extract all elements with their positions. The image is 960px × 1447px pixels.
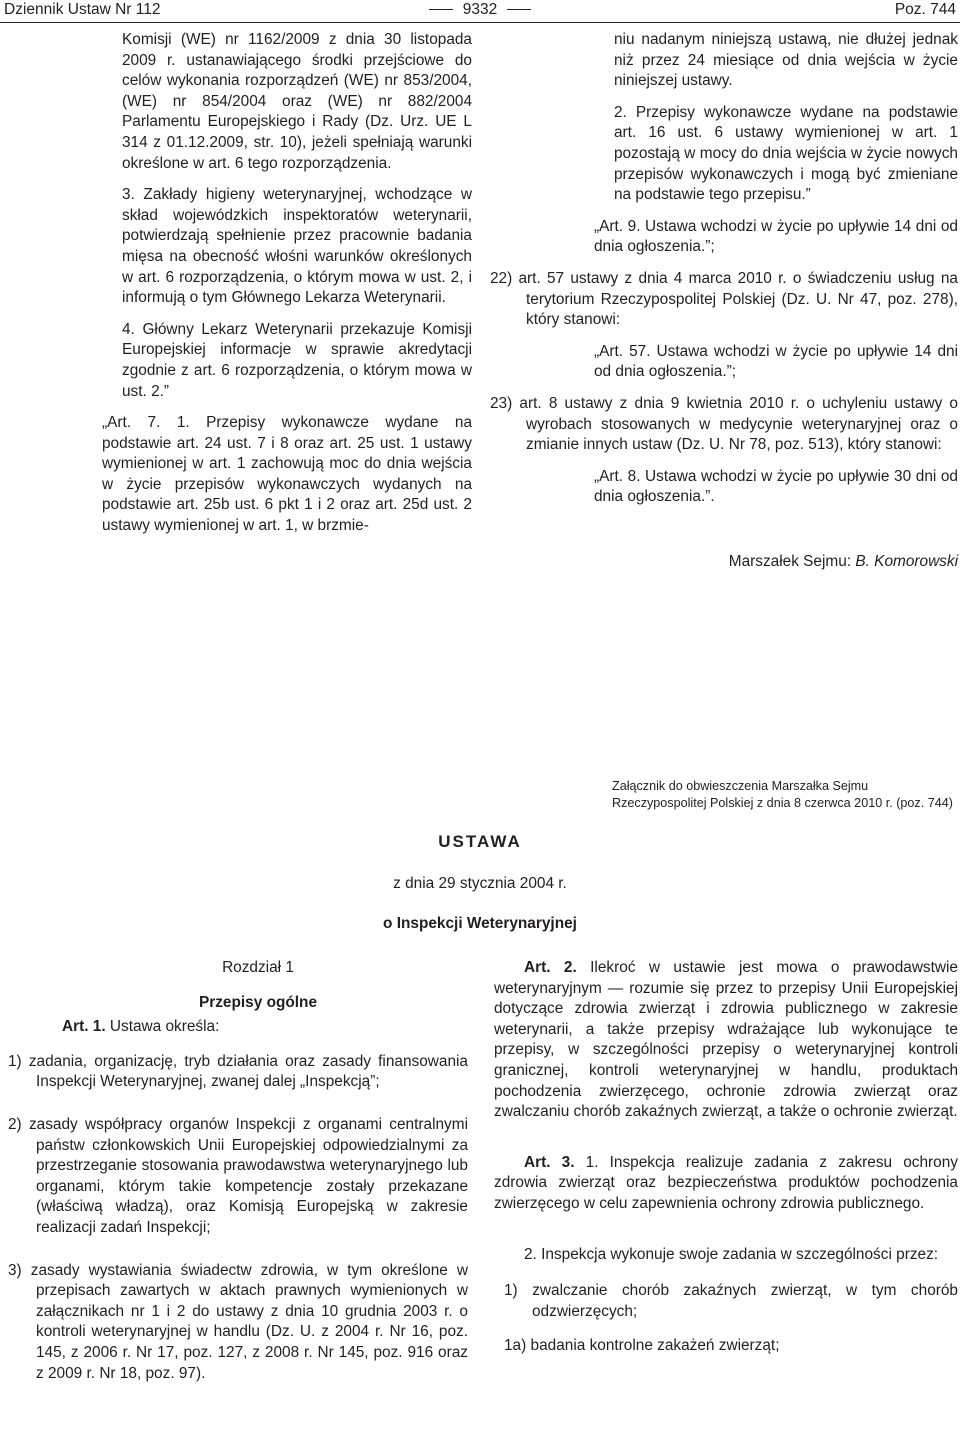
top-right-column <box>490 30 958 587</box>
list-item: 1) zwalczanie chorób zakaźnych zwierząt, w tym chorób odzwierzęcych; <box>504 1282 958 1320</box>
list-item: 3) zasady wystawiania świadectw zdrowia, w tym określone w przepisach zawartych w aktach prawnych wymienionych w załącznikach nr 1 i 2 do ustawy z dnia 10 grudnia 2003 r. o kontroli weterynaryjnej w handlu (Dz. U. z 2004 r. Nr 16, poz. 145, z 2006 r. Nr 17, poz. 127, z 2008 r. Nr 145, poz. 916 oraz z 2009 r. Nr 18, poz. 97). <box>8 1261 468 1382</box>
journal-title: Dziennik Ustaw Nr 112 <box>4 1 161 18</box>
paragraph: Komisji (WE) nr 1162/2009 z dnia 30 listopada 2009 r. ustanawiającego środki przejściowe do celów wykonania rozporządzeń (WE) nr 853/2004, (WE) nr 854/2004 oraz (WE) nr 882/2004 Parlamentu Europejskiego i Rady (Dz. Urz. UE L 314 z 01.12.2009, str. 10), jeżeli spełniają warunki określone w art. 6 tego rozporządzenia. <box>122 31 472 172</box>
paragraph: 2. Przepisy wykonawcze wydane na podstawie art. 16 ust. 6 ustawy wymienionej w art. 1 pozostają w mocy do dnia wejścia w życie nowych przepisów wykonawczych i mogą być zmieniane na podstawie tego przepisu.” <box>614 103 958 204</box>
act-title: USTAWA <box>438 832 522 851</box>
paragraph: 2. Inspekcja wykonuje swoje zadania w szczególności przez: <box>524 1245 939 1263</box>
paragraph: „Art. 8. Ustawa wchodzi w życie po upływie 30 dni od dnia ogłoszenia.”. <box>594 467 958 506</box>
annex-note: Załącznik do obwieszczenia Marszałka Sejmu Rzeczypospolitej Polskiej z dnia 8 czerwca 2010 r. (poz. 744) <box>612 779 953 810</box>
act-date: z dnia 29 stycznia 2004 r. <box>393 875 567 892</box>
article-1: Art. 1. Ustawa określa: <box>62 1018 220 1036</box>
list-item: 23) art. 8 ustawy z dnia 9 kwietnia 2010 r. o uchyleniu ustawy o wyrobach stosowanych w medycynie weterynaryjnej oraz o zmianie innych ustaw (Dz. U. Nr 78, poz. 513), który stanowi: <box>490 394 958 454</box>
top-left-column <box>102 30 472 537</box>
page-number: 9332 <box>0 1 960 19</box>
article-2: Art. 2. Ilekroć w ustawie jest mowa o prawodawstwie weterynaryjnym — rozumie się przez to przepisy Unii Europejskiej dotyczące zdrowia zwierząt i zdrowia publicznego w zakresie weterynarii, a także przepisy wdrażające lub wykonujące te przepisy, w szczególności przepisy o weterynaryjnej kontroli granicznej, kontroli weterynaryjnej w handlu, produktach pochodzenia zwierzęcego, ochronie zdrowia zwierząt oraz zwalczaniu chorób zakaźnych zwierząt, a także o ochronie zwierząt. <box>494 959 958 1121</box>
paragraph: „Art. 57. Ustawa wchodzi w życie po upływie 14 dni od dnia ogłoszenia.”; <box>594 342 958 381</box>
act-subject: o Inspekcji Weterynaryjnej <box>383 915 577 932</box>
header-rule <box>0 22 960 23</box>
bottom-left-column <box>8 958 468 1384</box>
page-header <box>0 0 960 24</box>
chapter-number: Rozdział 1 <box>222 959 294 976</box>
list-item: 22) art. 57 ustawy z dnia 4 marca 2010 r. o świadczeniu usług na terytorium Rzeczypospolitej Polskiej (Dz. U. Nr 47, poz. 278), który stanowi: <box>490 269 958 329</box>
paragraph: 3. Zakłady higieny weterynaryjnej, wchodzące w skład wojewódzkich inspektoratów weterynarii, potwierdzają spełnienie przez pracownie badania mięsa na obecność włośni warunków określonych w art. 6 rozporządzenia, o którym mowa w ust. 2, i informują o tym Głównego Lekarza Weterynarii. <box>122 186 472 307</box>
list-item: 1a) badania kontrolne zakażeń zwierząt; <box>504 1337 780 1355</box>
paragraph: „Art. 7. 1. Przepisy wykonawcze wydane na podstawie art. 24 ust. 7 i 8 oraz art. 25 ust. 1 ustawy wymienionej w art. 1 zachowują moc do dnia wejścia w życie przepisów wykonawczych wydanych na podstawie art. 25b ust. 6 pkt 1 i 2 oraz art. 25d ust. 2 ustawy wymienionej w art. 1, w brzmie- <box>102 414 472 535</box>
paragraph: 4. Główny Lekarz Weterynarii przekazuje Komisji Europejskiej informacje w sprawie akredytacji zgodnie z art. 6 rozporządzenia, o którym mowa w ust. 2.” <box>122 320 472 400</box>
bottom-right-column <box>494 958 958 1357</box>
list-item: 2) zasady współpracy organów Inspekcji z organami centralnymi państw członkowskich Unii Europejskiej odpowiedzialnymi za przestrzeganie stosowania prawodawstwa weterynaryjnego lub organami, którym takie kompetencje zostały przekazane (właściwą władzą), oraz Komisją Europejską w zakresie realizacji zadań Inspekcji; <box>8 1115 468 1236</box>
signature: Marszałek Sejmu: B. Komorowski <box>728 553 958 571</box>
list-item: 1) zadania, organizację, tryb działania oraz zasady finansowania Inspekcji Weterynaryjnej, zwanej dalej „Inspekcją”; <box>8 1052 468 1091</box>
position-number: Poz. 744 <box>894 1 956 18</box>
paragraph: „Art. 9. Ustawa wchodzi w życie po upływie 14 dni od dnia ogłoszenia.”; <box>594 217 958 256</box>
article-3: Art. 3. 1. Inspekcja realizuje zadania z zakresu ochrony zdrowia zwierząt oraz bezpieczeństwa produktów pochodzenia zwierzęcego w celu zapewnienia ochrony zdrowia publicznego. <box>494 1153 958 1212</box>
paragraph: niu nadanym niniejszą ustawą, nie dłużej jednak niż przez 24 miesiące od dnia wejścia w życie niniejszej ustawy. <box>614 31 958 90</box>
chapter-title: Przepisy ogólne <box>198 993 318 1011</box>
